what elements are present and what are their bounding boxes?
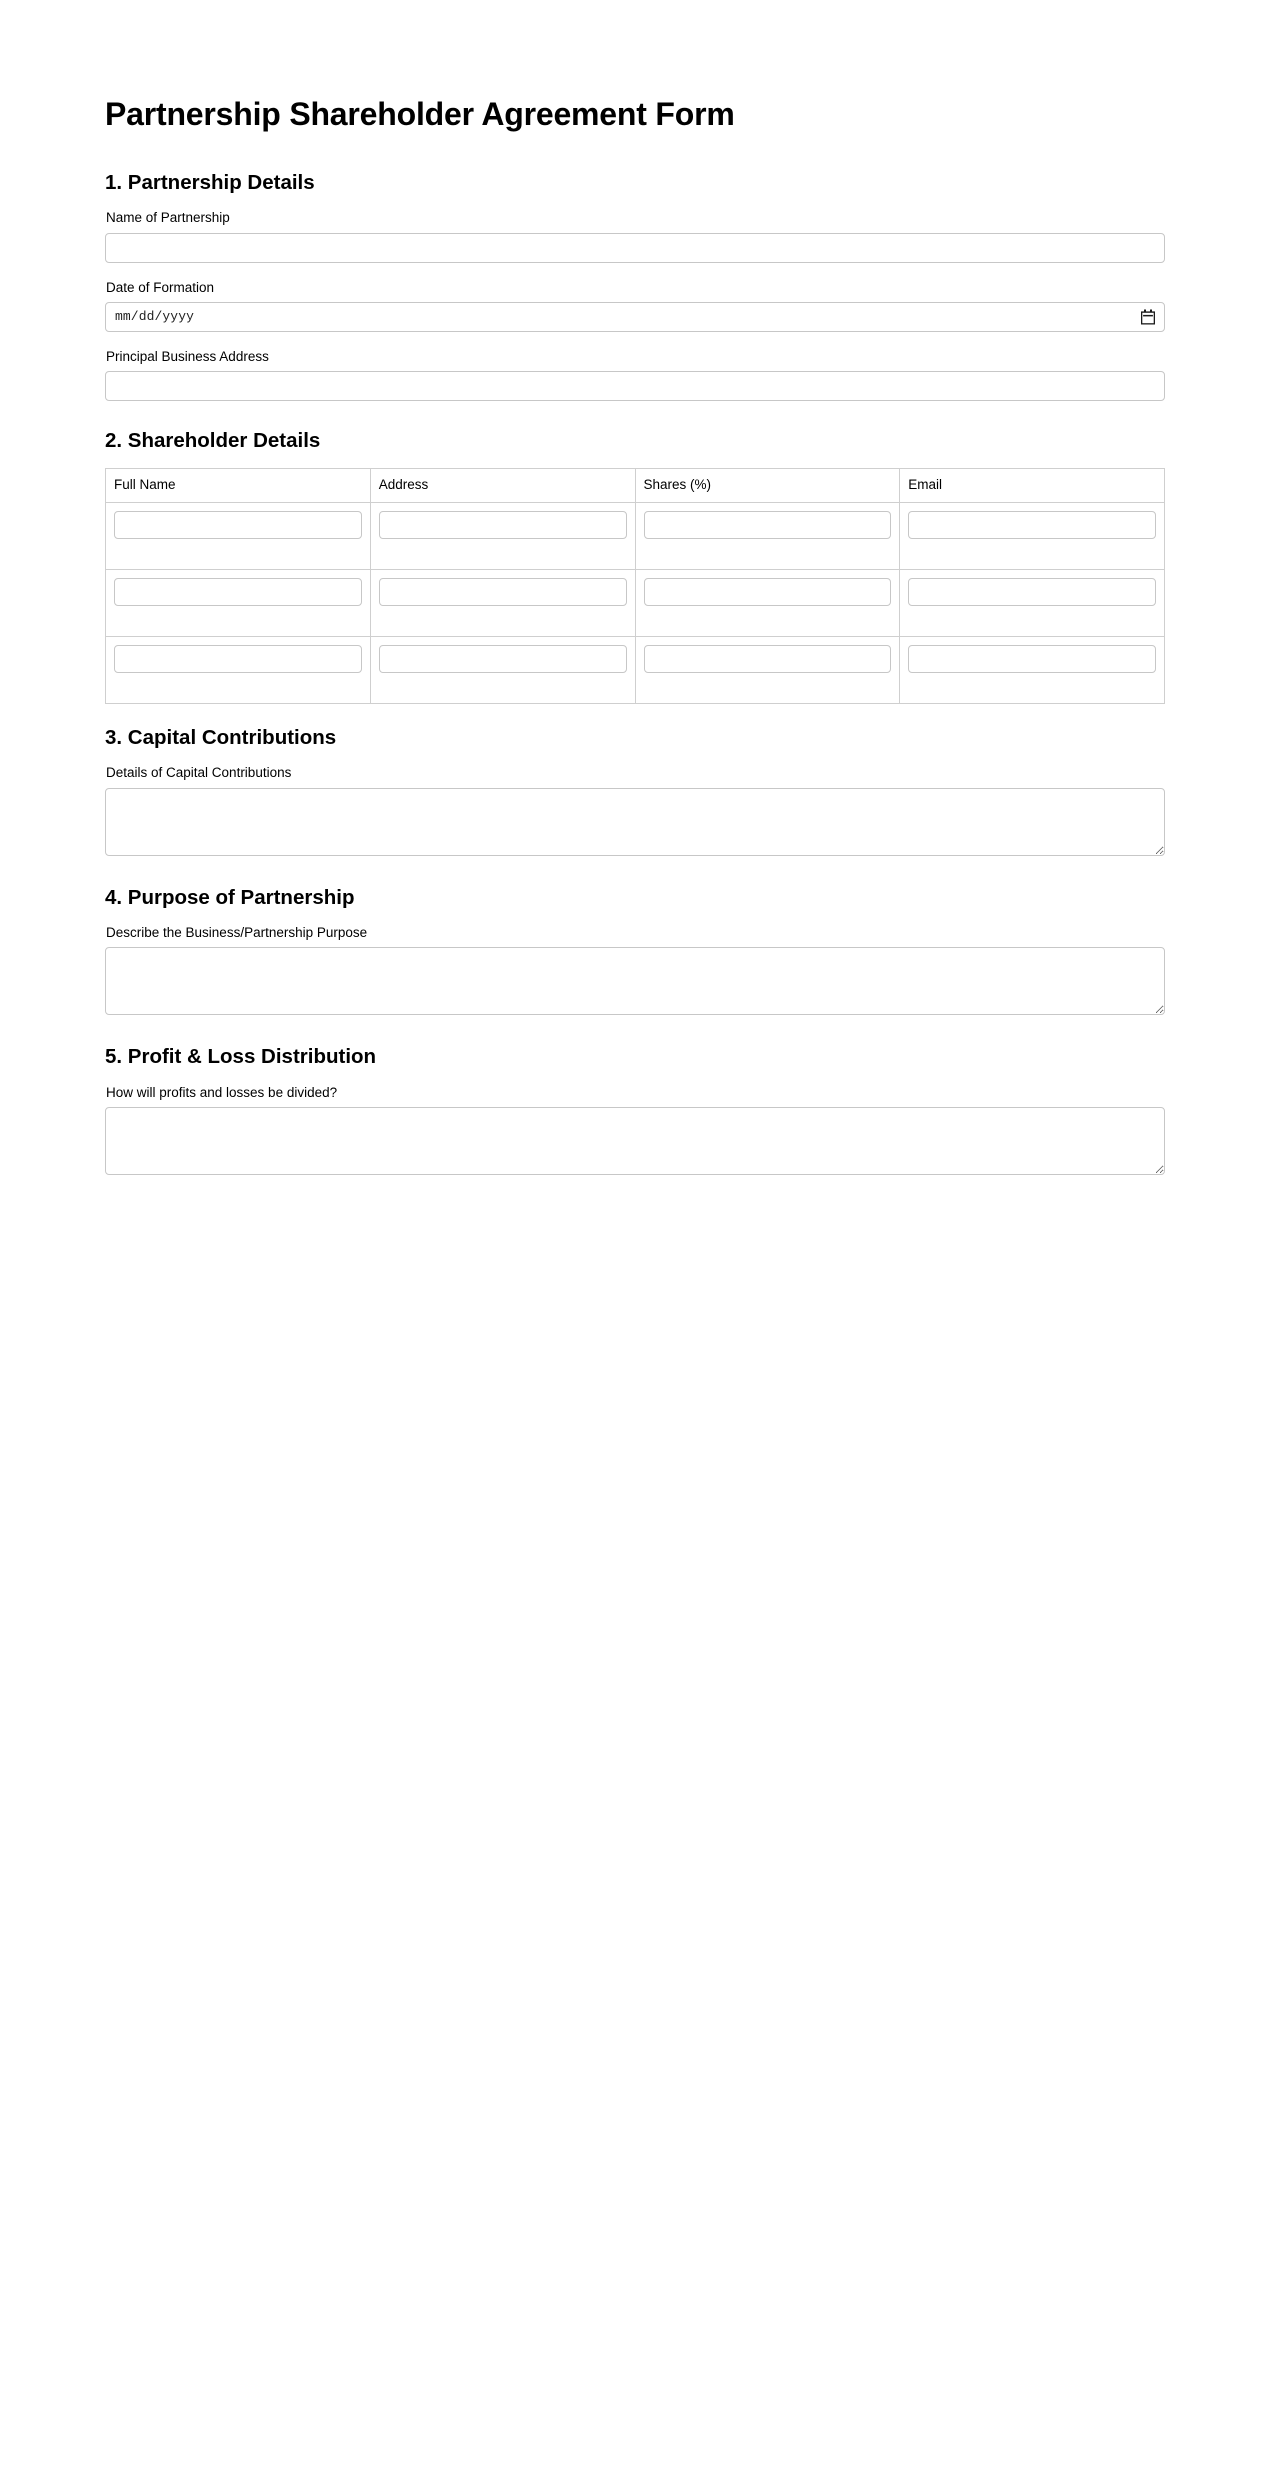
- column-header-full-name: Full Name: [106, 468, 371, 502]
- table-cell-address: [370, 636, 635, 703]
- column-header-email: Email: [900, 468, 1165, 502]
- table-row: [106, 636, 1165, 703]
- section-heading-partnership-details: 1. Partnership Details: [105, 170, 315, 194]
- page-title: Partnership Shareholder Agreement Form: [105, 96, 735, 132]
- table-row: [106, 569, 1165, 636]
- section-heading-shareholder-details: 2. Shareholder Details: [105, 429, 321, 453]
- table-cell-address: [370, 502, 635, 569]
- section-capital-contributions: [105, 726, 1165, 856]
- form-page: [0, 0, 1263, 1191]
- field-profit-loss-division: [105, 1084, 1165, 1175]
- section-purpose-of-partnership: [105, 886, 1165, 1016]
- shareholder-shares-input[interactable]: [644, 511, 892, 539]
- table-cell-email: [900, 569, 1165, 636]
- field-name-of-partnership: [105, 209, 1165, 262]
- field-date-of-formation: [105, 279, 1165, 332]
- shareholder-email-input[interactable]: [908, 511, 1156, 539]
- shareholder-address-input[interactable]: [379, 578, 627, 606]
- table-cell-email: [900, 636, 1165, 703]
- label-profit-loss-division: How will profits and losses be divided?: [106, 1085, 338, 1101]
- shareholder-table: [105, 468, 1165, 704]
- table-header-row: [106, 468, 1165, 502]
- section-heading-capital-contributions: 3. Capital Contributions: [105, 725, 337, 749]
- table-cell-full-name: [106, 569, 371, 636]
- shareholder-full-name-input[interactable]: [114, 645, 362, 673]
- shareholder-full-name-input[interactable]: [114, 578, 362, 606]
- section-heading-purpose-of-partnership: 4. Purpose of Partnership: [105, 885, 355, 909]
- label-name-of-partnership: Name of Partnership: [106, 210, 230, 226]
- shareholder-table-head: [106, 468, 1165, 502]
- table-cell-full-name: [106, 502, 371, 569]
- label-capital-contributions-details: Details of Capital Contributions: [106, 765, 292, 781]
- principal-business-address-input[interactable]: [105, 371, 1165, 401]
- shareholder-table-body: [106, 502, 1165, 703]
- name-of-partnership-input[interactable]: [105, 233, 1165, 263]
- calendar-icon[interactable]: [1141, 309, 1155, 324]
- shareholder-email-input[interactable]: [908, 578, 1156, 606]
- shareholder-email-input[interactable]: [908, 645, 1156, 673]
- shareholder-address-input[interactable]: [379, 645, 627, 673]
- date-of-formation-input[interactable]: [105, 302, 1165, 332]
- label-principal-business-address: Principal Business Address: [106, 348, 269, 364]
- table-cell-address: [370, 569, 635, 636]
- shareholder-address-input[interactable]: [379, 511, 627, 539]
- column-header-shares: Shares (%): [635, 468, 900, 502]
- shareholder-shares-input[interactable]: [644, 578, 892, 606]
- table-cell-shares: [635, 502, 900, 569]
- capital-contributions-textarea[interactable]: [105, 788, 1165, 856]
- table-row: [106, 502, 1165, 569]
- section-heading-profit-loss-distribution: 5. Profit & Loss Distribution: [105, 1045, 377, 1069]
- table-cell-full-name: [106, 636, 371, 703]
- label-date-of-formation: Date of Formation: [106, 279, 215, 295]
- shareholder-full-name-input[interactable]: [114, 511, 362, 539]
- column-header-address: Address: [370, 468, 635, 502]
- profit-loss-division-textarea[interactable]: [105, 1107, 1165, 1175]
- date-placeholder-text: mm/dd/yyyy: [115, 309, 195, 325]
- table-cell-shares: [635, 569, 900, 636]
- section-shareholder-details: [105, 429, 1165, 704]
- section-profit-loss-distribution: [105, 1045, 1165, 1175]
- table-cell-email: [900, 502, 1165, 569]
- section-partnership-details: [105, 171, 1165, 401]
- field-capital-contributions-details: [105, 764, 1165, 855]
- shareholder-shares-input[interactable]: [644, 645, 892, 673]
- business-purpose-textarea[interactable]: [105, 947, 1165, 1015]
- table-cell-shares: [635, 636, 900, 703]
- field-principal-business-address: [105, 348, 1165, 401]
- field-business-purpose: [105, 924, 1165, 1015]
- label-business-purpose: Describe the Business/Partnership Purpose: [106, 925, 368, 941]
